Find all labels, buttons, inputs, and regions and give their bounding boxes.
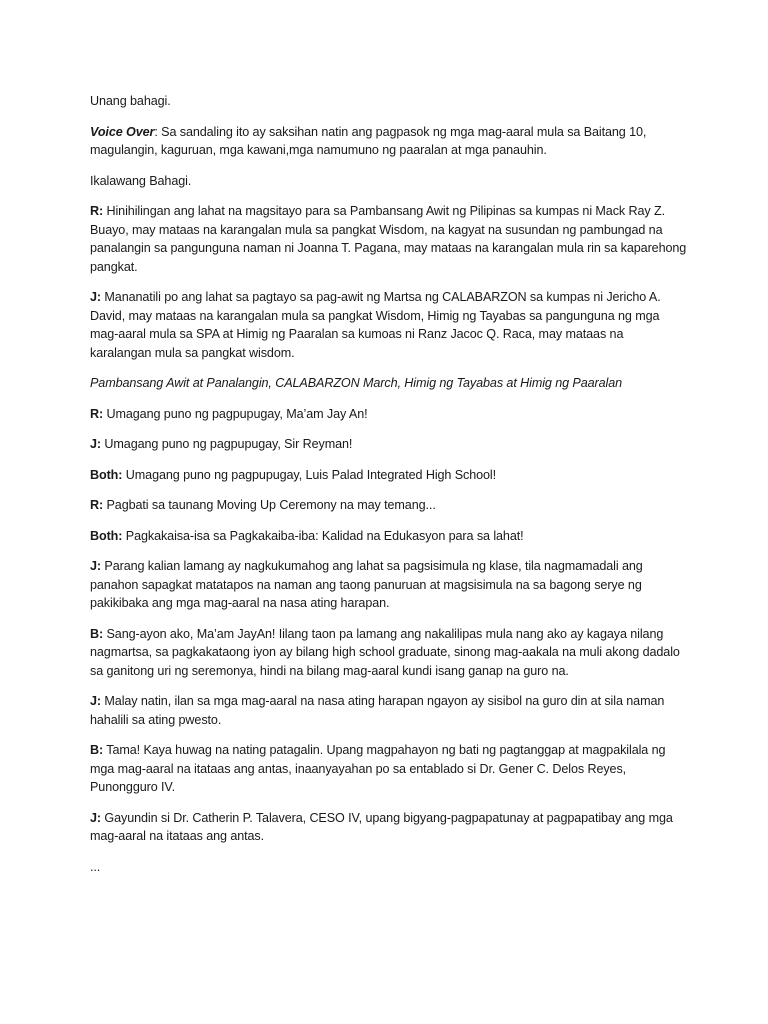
speaker-label: B: [90,626,104,641]
script-line [90,496,688,515]
section-heading-2: Ikalawang Bahagi. [90,173,192,188]
script-line [90,202,688,276]
speaker-label: R: [90,204,104,218]
script-line [90,809,688,846]
voice-over-paragraph [90,123,688,160]
speaker-label: J: [90,694,101,708]
speaker-label: J: [90,290,101,304]
speaker-label: Both: [90,528,123,543]
script-line [90,405,688,424]
script-line [90,625,688,681]
paragraph-text: Mananatili po ang lahat sa pagtayo sa pag-awit ng Martsa ng CALABARZON sa kumpas ni Jericho A. David, may mataas na karangalan mula sa pangkat Wisdom, Himig ng Tayabas sa pangunguna ng mga mag-aaral mula sa SPA at Himig ng Paaralan sa kumoas ni Ranz Jacoc Q. Raca, may mataas na karalangan mula sa pangkat wisdom. [90,290,661,360]
script-line [90,466,688,485]
speaker-label-voice-over: Voice Over [90,124,155,139]
ellipsis: ... [90,859,101,874]
speaker-label: J: [90,810,101,825]
paragraph-text: Malay natin, ilan sa mga mag-aaral na nasa ating harapan ngayon ay sisibol na guro din at sila naman hahalili sa ating pwesto. [90,694,665,727]
paragraph-text: Umagang puno ng pagpupugay, Luis Palad Integrated High School! [122,467,497,482]
script-line [90,741,688,797]
script-line [90,288,688,362]
paragraph-text: Sang-ayon ako, Ma’am JayAn! Iilang taon pa lamang ang nakalilipas mula nang ako ay kagaya nilang nagmartsa, sa pagkakataong iyon ay bilang high school graduate, sinong mag-aakala na muli akong dadalo sa ganitong uri ng seremonya, hindi na bilang mag-aaral kundi isang ganap na guro na. [90,626,680,678]
speaker-label: J: [90,437,101,451]
paragraph-text: : Sa sandaling ito ay saksihan natin ang pagpasok ng mga mag-aaral mula sa Baitang 10, magulangin, kaguruan, mga kawani,mga namumuno ng paaralan at mga panauhin. [90,124,647,157]
script-line [90,435,688,454]
paragraph-text: Pagbati sa taunang Moving Up Ceremony na may temang... [103,498,436,512]
paragraph-text: Gayundin si Dr. Catherin P. Talavera, CESO IV, upang bigyang-pagpapatunay at pagpapatibay ang mga mag-aaral na itataas ang antas. [90,810,673,843]
speaker-label: J: [90,559,101,573]
paragraph-text: Pagkakaisa-isa sa Pagkakaiba-iba: Kalidad na Edukasyon para sa lahat! [122,528,524,543]
speaker-label: B: [90,743,104,757]
paragraph-text: Tama! Kaya huwag na nating patagalin. Upang magpahayon ng bati ng pagtanggap at magpakilala ng mga mag-aaral na itataas ang antas, inaanyayahan po sa entablado si Dr. Gener C. Delos Reyes, Punongguro IV. [90,743,666,794]
stage-direction: Pambansang Awit at Panalangin, CALABARZON March, Himig ng Tayabas at Himig ng Paaralan [90,376,623,390]
speaker-label: R: [90,498,104,512]
section-heading-1: Unang bahagi. [90,94,171,108]
script-line [90,692,688,729]
speaker-label: R: [90,406,104,421]
speaker-label: Both: [90,467,123,482]
paragraph-text: Hinihilingan ang lahat na magsitayo para sa Pambansang Awit ng Pilipinas sa kumpas ni Mack Ray Z. Buayo, may mataas na karangalan mula sa pangkat Wisdom, na kagyat na susundan ng pambungad na panalangin sa pangunguna naman ni Joanna T. Pagana, may mataas na karangalan mula rin sa kaparehong pangkat. [90,204,687,274]
script-line [90,527,688,546]
script-line [90,557,688,613]
paragraph-text: Umagang puno ng pagpupugay, Ma’am Jay An! [103,406,368,421]
paragraph-text: Parang kalian lamang ay nagkukumahog ang lahat sa pagsisimula ng klase, tila nagmamadali ang panahon sapagkat matatapos na naman ang taong panuruan at magsisimula na sa bagong serye ng pakikibaka ang mga mag-aaral na nasa ating harapan. [90,559,643,610]
paragraph-text: Umagang puno ng pagpupugay, Sir Reyman! [101,437,353,451]
